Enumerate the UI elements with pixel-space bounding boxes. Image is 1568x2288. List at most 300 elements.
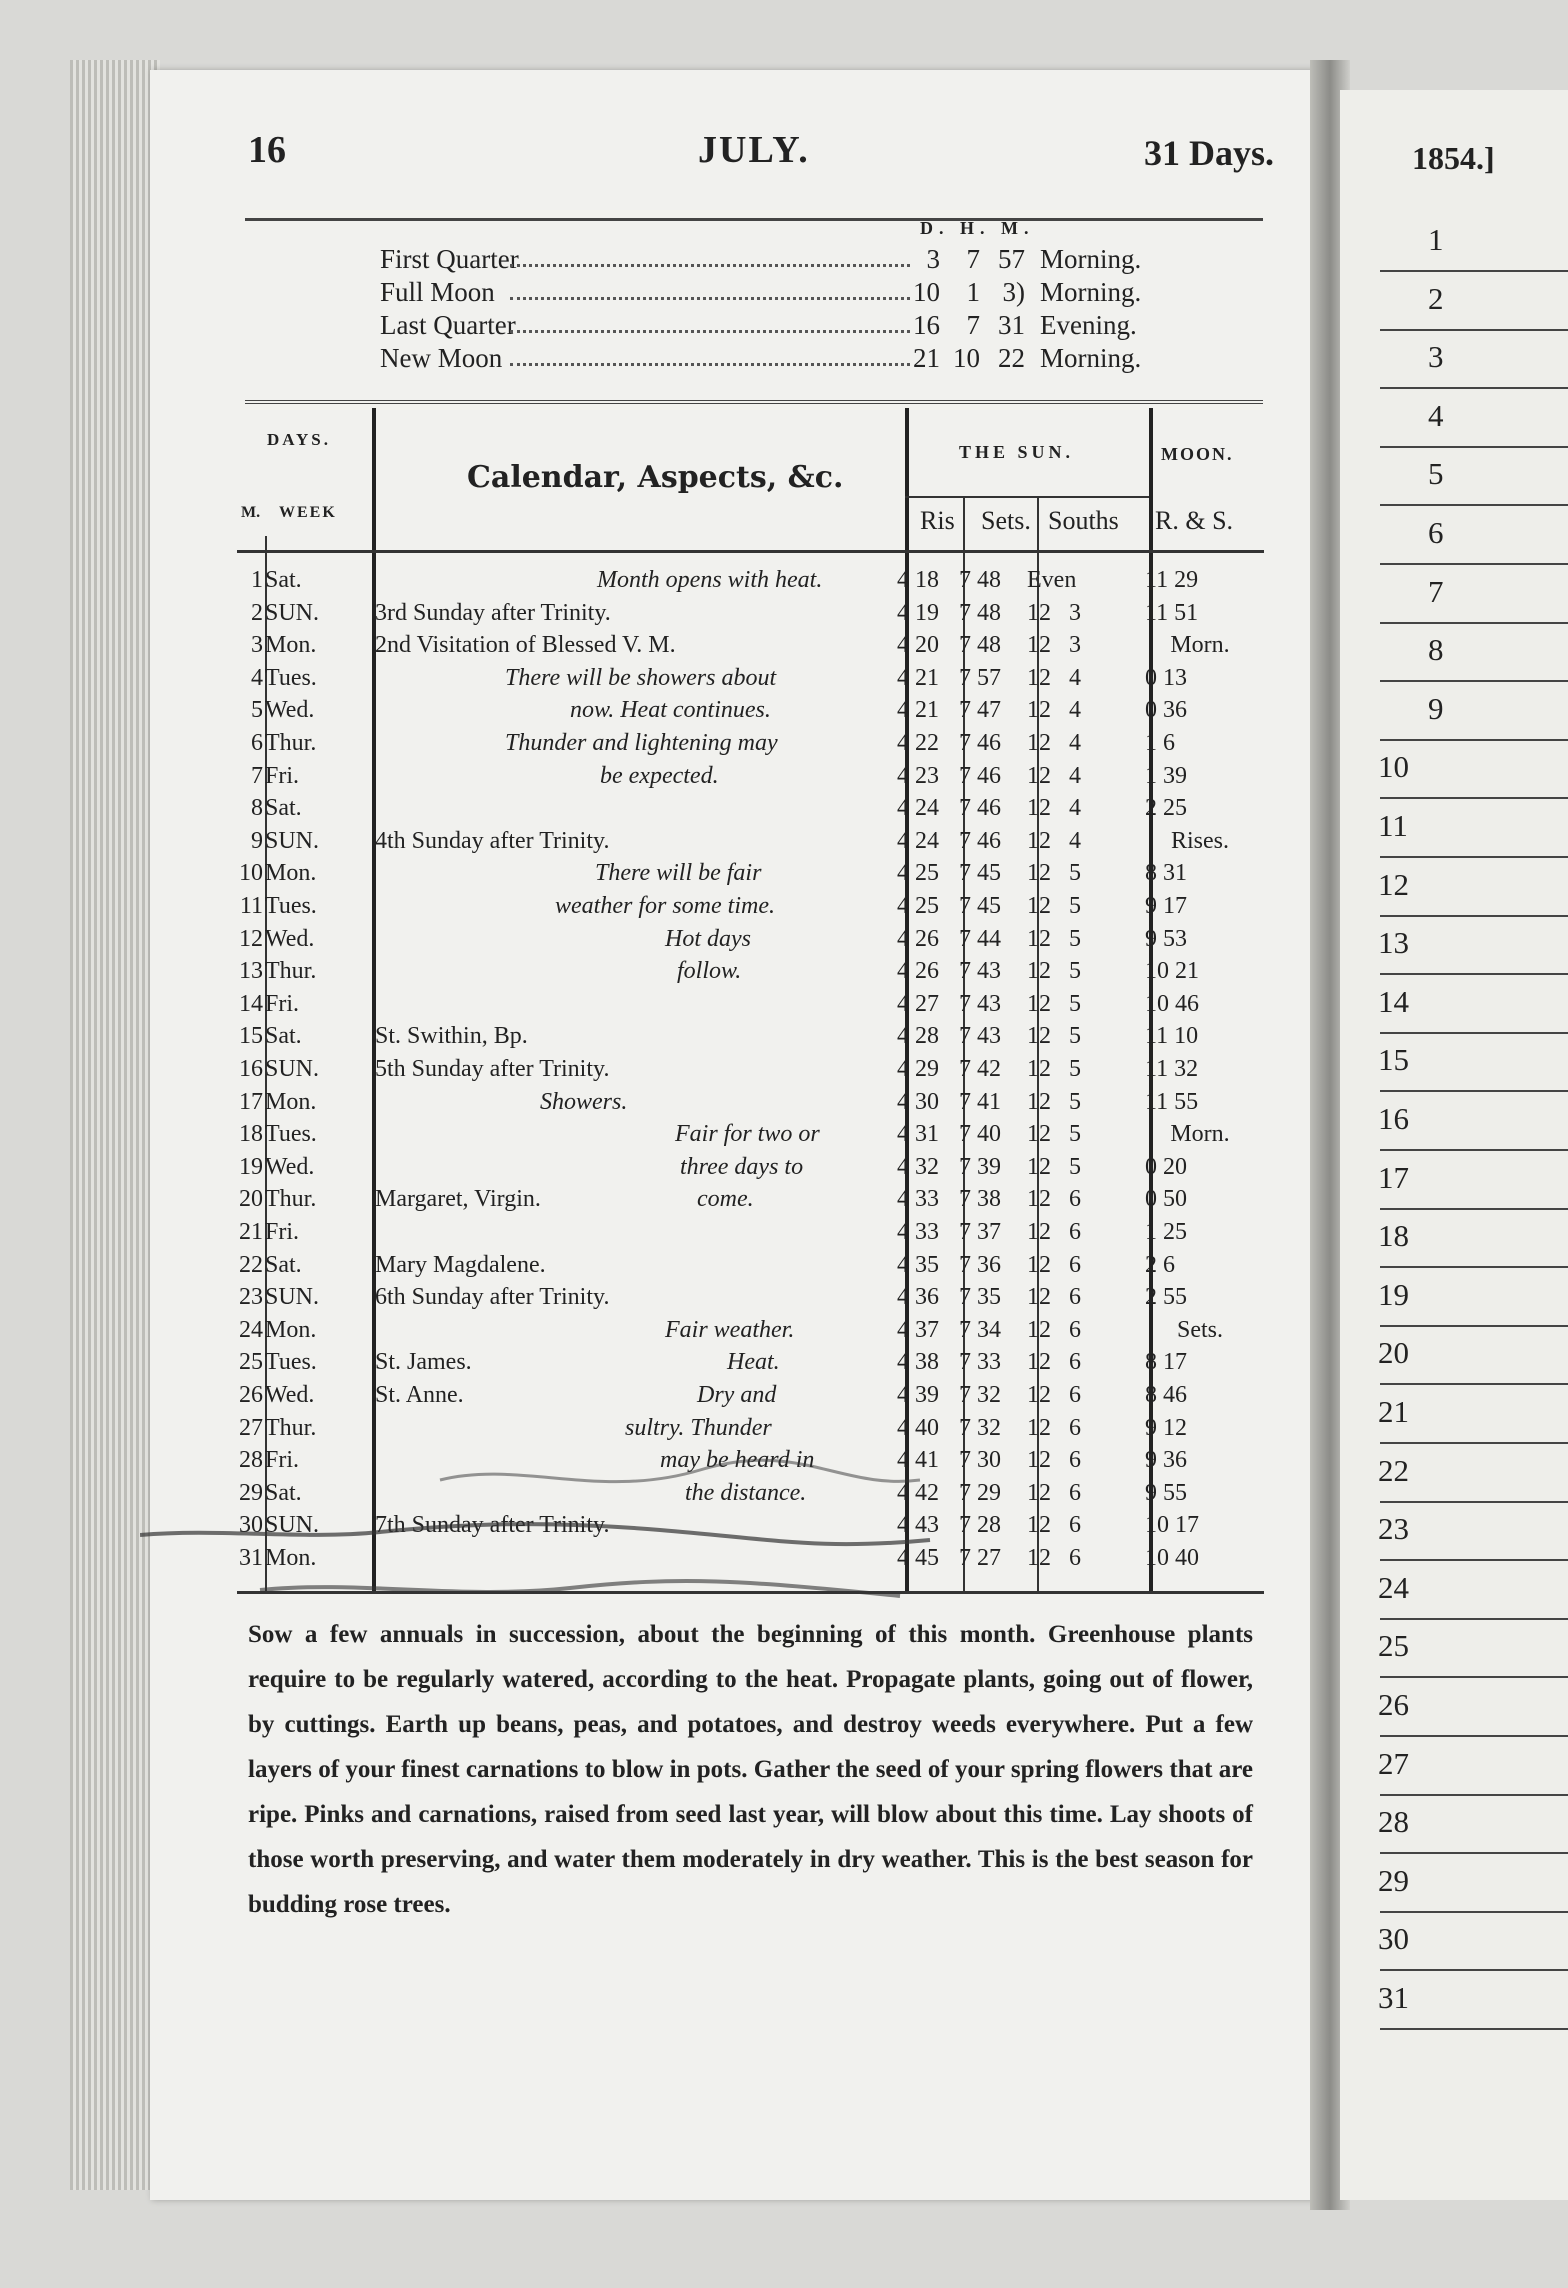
day-of-week: Tues. <box>265 1121 317 1148</box>
sun-rises: 4 33 <box>897 1186 939 1213</box>
sun-rises: 4 42 <box>897 1479 939 1506</box>
calendar-note: now. Heat continues. <box>570 697 771 724</box>
phase-hour: 7 <box>966 310 980 340</box>
memo-day-number: 8 <box>1428 632 1444 668</box>
memo-day-number: 7 <box>1428 573 1444 609</box>
sun-sets: 7 43 <box>959 1023 1001 1050</box>
moon-rises-sets: 9 53 <box>1145 925 1187 952</box>
sun-rises: 4 40 <box>897 1414 939 1441</box>
day-of-week: Fri. <box>265 762 300 789</box>
sun-rises: 4 39 <box>897 1382 939 1408</box>
memo-day-number: 25 <box>1378 1628 1409 1664</box>
rises-header: Ris <box>920 506 955 535</box>
memo-day-number: 23 <box>1378 1511 1409 1547</box>
leader-dots <box>510 297 910 300</box>
day-of-month: 10 <box>239 860 263 887</box>
memo-day-number: 24 <box>1378 1569 1409 1605</box>
moon-rises-sets: 9 17 <box>1145 893 1187 919</box>
day-of-month: 26 <box>239 1382 263 1408</box>
day-of-month: 2 <box>251 599 263 626</box>
day-of-month: 30 <box>239 1512 263 1539</box>
sun-rises: 4 29 <box>897 1056 939 1082</box>
moon-header: MOON. <box>1161 444 1234 464</box>
table-row <box>237 1118 1264 1150</box>
memo-line <box>1380 446 1568 448</box>
sun-sets: 7 41 <box>959 1088 1001 1115</box>
memo-day-number: 27 <box>1378 1745 1409 1781</box>
day-of-month: 6 <box>251 730 263 756</box>
day-of-month: 12 <box>239 925 263 952</box>
sun-rises: 4 45 <box>897 1545 939 1571</box>
calendar-note: Margaret, Virgin. <box>375 1186 541 1213</box>
moon-rises-sets: 0 36 <box>1145 697 1187 724</box>
phase-minute: 57 <box>998 244 1025 274</box>
moon-souths: 12 5 <box>1027 860 1081 887</box>
moon-souths: 12 5 <box>1027 1056 1081 1082</box>
calendar-note-extra: Heat. <box>727 1349 780 1376</box>
moon-rises-sets: Morn. <box>1170 632 1230 659</box>
moon-rises-sets: Morn. <box>1170 1121 1230 1148</box>
table-row <box>237 1020 1264 1052</box>
memo-line <box>1380 622 1568 624</box>
sun-sets: 7 34 <box>959 1316 1001 1343</box>
day-of-week: SUN. <box>265 599 320 626</box>
sun-sets: 7 42 <box>959 1056 1001 1082</box>
memo-line <box>1380 1325 1568 1327</box>
phase-name: New Moon <box>380 343 503 373</box>
sun-sets: 7 47 <box>959 697 1001 724</box>
day-of-month: 4 <box>251 664 263 691</box>
phase-minute: 31 <box>998 310 1025 340</box>
moon-souths: 12 6 <box>1027 1479 1081 1506</box>
phase-minute: 3) <box>1002 277 1025 307</box>
calendar-note: follow. <box>677 958 742 985</box>
day-of-month: 20 <box>239 1186 263 1213</box>
sun-rises: 4 22 <box>897 730 939 756</box>
month-day-header: M. <box>241 504 261 521</box>
moon-souths: 12 4 <box>1027 697 1081 724</box>
sun-rises: 4 41 <box>897 1447 939 1474</box>
day-of-week: Sat. <box>265 1479 302 1506</box>
moon-rises-sets: Sets. <box>1176 1316 1223 1343</box>
moon-rises-sets: 8 46 <box>1145 1382 1187 1408</box>
calendar-note: Month opens with heat. <box>597 567 823 593</box>
moon-rises-sets: 0 50 <box>1145 1186 1187 1213</box>
moon-phase-row <box>380 277 1200 311</box>
table-row <box>237 662 1264 694</box>
memo-line <box>1380 1735 1568 1737</box>
phase-hour: 10 <box>953 343 980 373</box>
moon-rs-header: R. & S. <box>1155 506 1234 535</box>
day-of-week: Mon. <box>265 860 317 887</box>
moon-souths: 12 6 <box>1027 1545 1081 1571</box>
calendar-note: St. Swithin, Bp. <box>375 1023 528 1050</box>
memo-line <box>1380 856 1568 858</box>
calendar-note: three days to <box>680 1153 804 1180</box>
calendar-note: be expected. <box>600 762 719 789</box>
day-of-week: Mon. <box>265 1088 317 1115</box>
memo-day-number: 15 <box>1378 1042 1409 1078</box>
phase-hour: 7 <box>966 244 980 274</box>
table-row <box>237 760 1264 792</box>
sun-sets: 7 40 <box>959 1121 1001 1148</box>
memo-line <box>1380 973 1568 975</box>
phase-name: Full Moon <box>380 277 495 307</box>
calendar-note: There will be fair <box>595 860 762 887</box>
memo-line <box>1380 1208 1568 1210</box>
moon-souths: 12 5 <box>1027 925 1081 952</box>
day-of-week: SUN. <box>265 1284 320 1311</box>
sun-sub-rule <box>905 496 1149 498</box>
memo-day-number: 21 <box>1378 1394 1409 1429</box>
page-number: 16 <box>248 129 286 171</box>
day-of-week: Sat. <box>265 795 302 822</box>
memo-day-number: 26 <box>1378 1687 1409 1722</box>
table-row <box>237 792 1264 824</box>
sun-sets: 7 46 <box>959 795 1001 822</box>
memo-day-number: 17 <box>1378 1159 1409 1195</box>
sun-rises: 4 26 <box>897 958 939 985</box>
day-of-month: 1 <box>251 567 263 593</box>
day-of-month: 25 <box>239 1349 263 1376</box>
moon-souths: 12 4 <box>1027 795 1081 822</box>
day-of-week: Thur. <box>265 958 317 985</box>
day-of-week: Wed. <box>265 697 315 724</box>
memo-day-number: 31 <box>1378 1980 1409 2015</box>
phase-period: Evening. <box>1040 310 1137 340</box>
table-row <box>237 597 1264 629</box>
sun-rises: 4 30 <box>897 1088 939 1115</box>
sun-rises: 4 37 <box>897 1316 939 1343</box>
day-of-week: Fri. <box>265 990 300 1017</box>
memo-day-number: 11 <box>1378 808 1408 843</box>
memo-day-number: 5 <box>1428 456 1444 492</box>
memo-day-number: 12 <box>1378 866 1409 902</box>
moon-phase-row <box>380 310 1200 344</box>
day-of-week: Wed. <box>265 1153 315 1180</box>
moon-souths: 12 6 <box>1027 1414 1081 1441</box>
calendar-note: Hot days <box>665 925 751 952</box>
memo-line <box>1380 1794 1568 1796</box>
day-of-month: 28 <box>239 1447 263 1474</box>
memo-day-number: 22 <box>1378 1452 1409 1488</box>
table-row <box>237 923 1264 955</box>
moon-rises-sets: 0 20 <box>1145 1153 1187 1180</box>
handwritten-scribble <box>140 1440 940 1620</box>
table-row <box>237 1412 1264 1444</box>
calendar-note: weather for some time. <box>555 893 775 919</box>
memo-line <box>1380 915 1568 917</box>
sun-sets: 7 46 <box>959 827 1001 854</box>
calendar-note: Showers. <box>540 1088 628 1115</box>
moon-souths: 12 6 <box>1027 1219 1081 1245</box>
table-row <box>237 955 1264 987</box>
sun-rises: 4 19 <box>897 599 939 626</box>
day-of-week: Fri. <box>265 1219 300 1245</box>
day-of-month: 13 <box>239 958 263 985</box>
phase-period: Morning. <box>1040 343 1142 373</box>
day-of-month: 15 <box>239 1023 263 1050</box>
day-of-week: Wed. <box>265 925 315 952</box>
calendar-note: sultry. Thunder <box>625 1414 772 1441</box>
sun-rises: 4 32 <box>897 1153 939 1180</box>
phase-period: Morning. <box>1040 277 1142 307</box>
moon-souths: 12 5 <box>1027 1121 1081 1148</box>
day-of-month: 18 <box>239 1121 263 1148</box>
day-of-month: 17 <box>239 1088 263 1115</box>
memo-day-number: 2 <box>1428 280 1444 316</box>
moon-souths: 12 6 <box>1027 1186 1081 1213</box>
moon-rises-sets: 9 36 <box>1145 1447 1187 1474</box>
calendar-note: St. Anne. <box>375 1382 464 1408</box>
sun-rises: 4 38 <box>897 1349 939 1376</box>
leader-dots <box>510 330 910 333</box>
memo-line <box>1380 1676 1568 1678</box>
memo-line <box>1380 1618 1568 1620</box>
moon-souths: 12 6 <box>1027 1349 1081 1376</box>
day-of-month: 11 <box>239 893 263 919</box>
days-header: DAYS. <box>267 430 331 449</box>
day-of-week: Tues. <box>265 893 317 919</box>
memo-line <box>1380 1090 1568 1092</box>
sun-sets: 7 45 <box>959 893 1001 919</box>
sets-header: Sets. <box>981 506 1031 535</box>
phase-hour: 1 <box>966 277 980 307</box>
sun-sets: 7 48 <box>959 632 1001 659</box>
sun-sets: 7 28 <box>959 1512 1001 1539</box>
day-of-month: 23 <box>239 1284 263 1311</box>
day-of-month: 7 <box>251 762 263 789</box>
memo-line <box>1380 739 1568 741</box>
phase-period: Morning. <box>1040 244 1142 274</box>
memo-line <box>1380 1383 1568 1385</box>
sun-rises: 4 23 <box>897 762 939 789</box>
sun-sets: 7 39 <box>959 1153 1001 1180</box>
day-of-week: Sat. <box>265 1251 302 1278</box>
phase-day: 10 <box>913 277 940 307</box>
sun-rises: 4 25 <box>897 860 939 887</box>
week-header: WEEK <box>279 504 337 521</box>
table-row <box>237 1216 1264 1248</box>
day-of-month: 27 <box>239 1414 263 1441</box>
memo-line <box>1380 1149 1568 1151</box>
phase-day: 3 <box>926 244 940 274</box>
leader-dots <box>510 363 910 366</box>
memo-day-number: 28 <box>1378 1804 1409 1840</box>
sun-rises: 4 27 <box>897 990 939 1017</box>
table-row <box>237 1249 1264 1281</box>
calendar-note: 3rd Sunday after Trinity. <box>375 599 611 626</box>
calendar-note: 4th Sunday after Trinity. <box>375 827 610 854</box>
moon-rises-sets: 11 29 <box>1145 567 1199 593</box>
sun-rises: 4 28 <box>897 1023 939 1050</box>
day-of-month: 21 <box>239 1219 263 1245</box>
moon-rises-sets: 9 12 <box>1145 1414 1187 1441</box>
memo-day-number: 10 <box>1378 749 1409 785</box>
sun-rises: 4 24 <box>897 795 939 822</box>
sun-sets: 7 48 <box>959 567 1001 593</box>
day-of-week: SUN. <box>265 1512 320 1539</box>
memo-day-number: 29 <box>1378 1862 1409 1898</box>
calendar-note: 7th Sunday after Trinity. <box>375 1512 610 1539</box>
phase-rule <box>245 400 1263 404</box>
memo-day-number: 20 <box>1378 1335 1409 1371</box>
sun-sets: 7 35 <box>959 1284 1001 1311</box>
moon-rises-sets: 9 55 <box>1145 1479 1187 1506</box>
memo-line <box>1380 680 1568 682</box>
calendar-note: Fair for two or <box>675 1121 820 1148</box>
memo-line <box>1380 1032 1568 1034</box>
moon-souths: 12 3 <box>1027 599 1081 626</box>
day-of-week: Tues. <box>265 1349 317 1376</box>
sun-sets: 7 44 <box>959 925 1001 952</box>
calendar-note: Fair weather. <box>665 1316 795 1343</box>
header-bottom-rule <box>237 550 1264 553</box>
memo-day-number: 6 <box>1428 515 1444 550</box>
memo-day-number: 16 <box>1378 1101 1409 1136</box>
calendar-note-extra: Dry and <box>697 1382 777 1408</box>
moon-rises-sets: Rises. <box>1170 827 1229 854</box>
moon-souths: 12 5 <box>1027 990 1081 1017</box>
page-title: JULY. <box>698 129 810 171</box>
sun-sets: 7 27 <box>959 1545 1001 1571</box>
moon-souths: 12 4 <box>1027 827 1081 854</box>
moon-souths: 12 4 <box>1027 664 1081 691</box>
day-of-week: SUN. <box>265 827 320 854</box>
moon-souths: 12 6 <box>1027 1284 1081 1311</box>
moon-rises-sets: 10 17 <box>1145 1512 1199 1539</box>
memo-line <box>1380 1266 1568 1268</box>
leader-dots <box>510 264 910 267</box>
sun-rises: 4 21 <box>897 664 939 691</box>
memo-line <box>1380 1911 1568 1913</box>
table-row <box>237 694 1264 726</box>
memo-line <box>1380 1559 1568 1561</box>
table-row <box>237 825 1264 857</box>
sun-sets: 7 57 <box>959 664 1001 691</box>
calendar-note: 5th Sunday after Trinity. <box>375 1056 610 1082</box>
memo-line <box>1380 1442 1568 1444</box>
phase-minute: 22 <box>998 343 1025 373</box>
calendar-note: may be heard in <box>660 1447 815 1474</box>
moon-rises-sets: 2 55 <box>1145 1284 1187 1311</box>
sun-sets: 7 32 <box>959 1382 1001 1408</box>
memo-day-number: 30 <box>1378 1921 1409 1957</box>
table-row <box>237 1151 1264 1183</box>
day-of-week: Thur. <box>265 730 317 756</box>
moon-rises-sets: 1 6 <box>1145 730 1175 756</box>
memo-day-number: 14 <box>1378 983 1409 1019</box>
memo-line <box>1380 387 1568 389</box>
table-row <box>237 857 1264 889</box>
moon-rises-sets: 8 31 <box>1145 860 1187 887</box>
moon-souths: 12 5 <box>1027 1023 1081 1050</box>
table-row <box>237 890 1264 922</box>
sun-sets: 7 38 <box>959 1186 1001 1213</box>
sun-sets: 7 46 <box>959 762 1001 789</box>
table-row <box>237 564 1264 596</box>
table-row <box>237 1379 1264 1411</box>
memo-day-number: 4 <box>1428 397 1444 433</box>
memo-day-number: 1 <box>1428 222 1444 257</box>
sun-rises: 4 33 <box>897 1219 939 1245</box>
moon-souths: 12 4 <box>1027 730 1081 756</box>
phase-units: D. H. M. <box>920 218 1035 238</box>
day-of-week: Tues. <box>265 664 317 691</box>
table-row <box>237 629 1264 661</box>
table-row <box>237 1086 1264 1118</box>
moon-souths: 12 6 <box>1027 1512 1081 1539</box>
memo-line <box>1380 1501 1568 1503</box>
sun-rises: 4 31 <box>897 1121 939 1148</box>
moon-souths: 12 5 <box>1027 1153 1081 1180</box>
day-of-month: 9 <box>251 827 263 854</box>
sun-sets: 7 45 <box>959 860 1001 887</box>
sun-sets: 7 32 <box>959 1414 1001 1441</box>
day-of-week: Sat. <box>265 567 302 593</box>
moon-phase-row <box>380 343 1200 377</box>
day-of-month: 5 <box>251 697 263 724</box>
day-of-week: Wed. <box>265 1382 315 1408</box>
moon-rises-sets: 11 10 <box>1145 1023 1199 1050</box>
calendar-note: 2nd Visitation of Blessed V. M. <box>375 632 676 659</box>
day-of-month: 22 <box>239 1251 263 1278</box>
phase-day: 16 <box>913 310 940 340</box>
sun-sets: 7 37 <box>959 1219 1001 1245</box>
calendar-note: Thunder and lightening may <box>505 730 778 756</box>
sun-sets: 7 30 <box>959 1447 1001 1474</box>
day-of-month: 19 <box>239 1153 263 1180</box>
table-row <box>237 1183 1264 1215</box>
day-of-week: Fri. <box>265 1447 300 1474</box>
moon-rises-sets: 11 32 <box>1145 1056 1199 1082</box>
day-of-week: Mon. <box>265 632 317 659</box>
moon-rises-sets: 10 46 <box>1145 990 1199 1017</box>
day-of-week: Mon. <box>265 1316 317 1343</box>
table-row <box>237 727 1264 759</box>
sun-rises: 4 35 <box>897 1251 939 1278</box>
right-page <box>1340 90 1568 2200</box>
calendar-header: Calendar, Aspects, &c. <box>467 460 844 495</box>
sun-rises: 4 24 <box>897 827 939 854</box>
souths-header: Souths <box>1048 506 1119 535</box>
moon-rises-sets: 2 6 <box>1145 1251 1175 1278</box>
moon-souths: 12 6 <box>1027 1382 1081 1408</box>
moon-rises-sets: 1 25 <box>1145 1219 1187 1245</box>
moon-rises-sets: 11 51 <box>1145 599 1199 626</box>
sun-sets: 7 43 <box>959 958 1001 985</box>
sun-sets: 7 43 <box>959 990 1001 1017</box>
day-of-week: Thur. <box>265 1186 317 1213</box>
sun-sets: 7 48 <box>959 599 1001 626</box>
table-row <box>237 1346 1264 1378</box>
moon-rises-sets: 0 13 <box>1145 664 1187 691</box>
memo-day-number: 9 <box>1428 690 1444 726</box>
phase-day: 21 <box>913 343 940 373</box>
day-of-month: 29 <box>239 1479 263 1506</box>
sun-rises: 4 18 <box>897 567 939 593</box>
moon-rises-sets: 10 21 <box>1145 958 1199 985</box>
sun-sets: 7 36 <box>959 1251 1001 1278</box>
memo-line <box>1380 797 1568 799</box>
day-of-month: 14 <box>239 990 263 1017</box>
moon-souths: 12 6 <box>1027 1316 1081 1343</box>
moon-rises-sets: 2 25 <box>1145 795 1187 822</box>
book-edge <box>70 60 160 2190</box>
sun-rises: 4 43 <box>897 1512 939 1539</box>
calendar-note: the distance. <box>685 1479 807 1506</box>
calendar-note-extra: come. <box>697 1186 754 1213</box>
